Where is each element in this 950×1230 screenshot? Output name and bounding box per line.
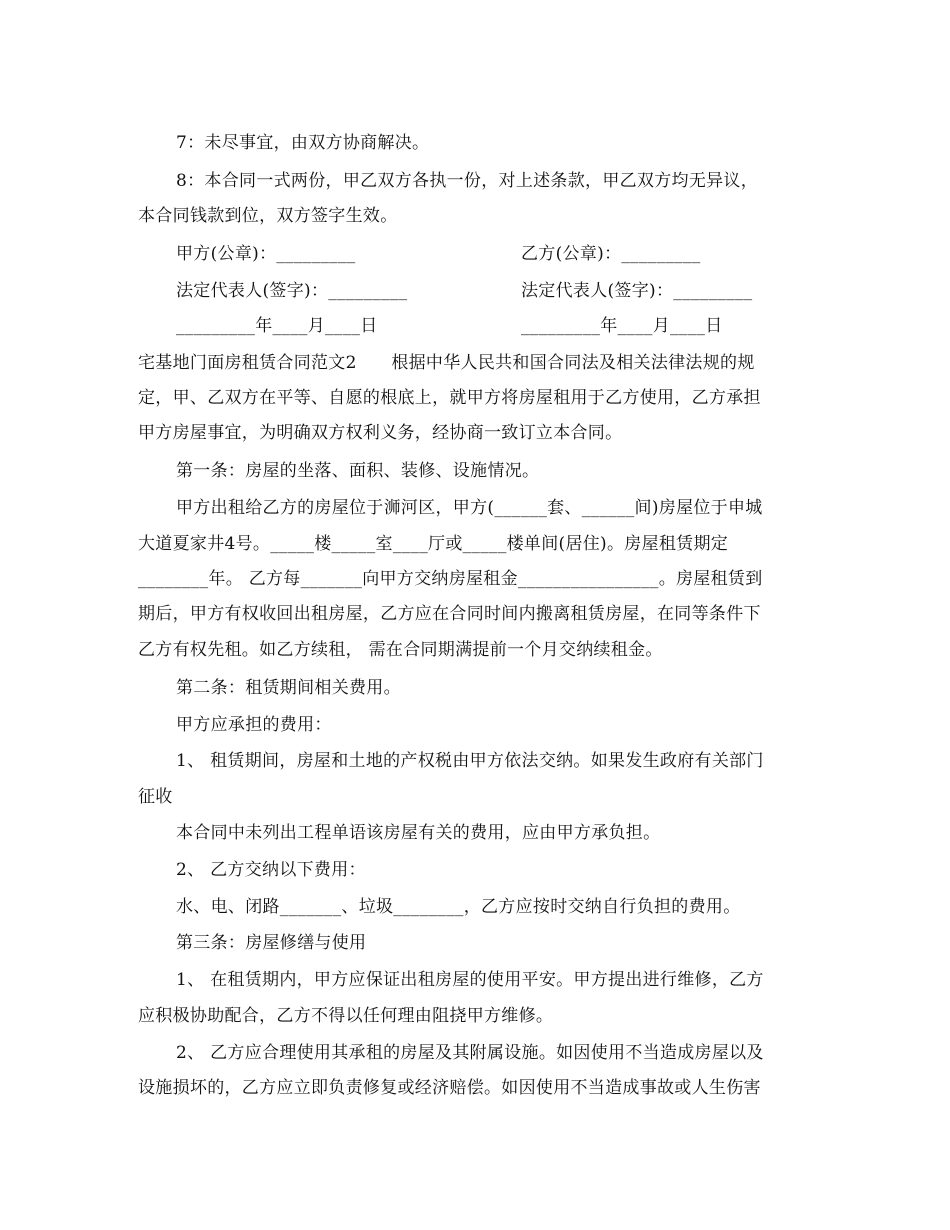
article-1-heading: 第一条：房屋的坐落、面积、装修、设施情况。 [176, 461, 540, 481]
clause-7: 7：未尽事宜，由双方协商解决。 [176, 133, 430, 153]
party-b-date: _________年____月____日 [521, 316, 723, 336]
party-a-date: _________年____月____日 [176, 316, 378, 336]
party-a-seal: 甲方(公章)：_________ [176, 244, 356, 264]
clause-8: 8：本合同一式两份，甲乙双方各执一份，对上述条款，甲乙双方均无异议， [176, 171, 759, 191]
party-b-seal: 乙方(公章)：_________ [521, 244, 701, 264]
paragraph-line: 2、 乙方交纳以下费用： [176, 860, 366, 880]
paragraph-line: 应积极协助配合，乙方不得以任何理由阻挠甲方维修。 [138, 1006, 554, 1026]
paragraph-line: ________年。 乙方每_______向甲方交纳房屋租金________________。房屋租赁到 [138, 569, 763, 589]
paragraph-line: 水、电、闭路_______、垃圾________，乙方应按时交纳自行负担的费用。 [176, 897, 741, 917]
paragraph-line: 2、 乙方应合理使用其承租的房屋及其附属设施。如因使用不当造成房屋以及 [176, 1043, 764, 1063]
article-2-heading: 第二条：租赁期间相关费用。 [176, 678, 401, 698]
party-a-representative: 法定代表人(签字)：_________ [176, 281, 408, 301]
paragraph-line: 1、 租赁期间，房屋和土地的产权税由甲方依法交纳。如果发生政府有关部门 [176, 751, 764, 771]
clause-8-cont: 本合同钱款到位，双方签字生效。 [138, 206, 398, 226]
section-title-paragraph: 宅基地门面房租赁合同范文2 根据中华人民共和国合同法及相关法律法规的规 [138, 353, 755, 373]
paragraph-line: 征收 [138, 787, 173, 807]
paragraph-line: 甲方应承担的费用： [176, 715, 332, 735]
paragraph-line: 大道夏家井4号。_____楼_____室____厅或_____楼单间(居住)。房屋租赁期定 [138, 534, 729, 554]
paragraph-line: 甲方出租给乙方的房屋位于浉河区，甲方(______套、______间)房屋位于申城 [176, 498, 763, 518]
paragraph-line: 1、 在租赁期内，甲方应保证出租房屋的使用平安。甲方提出进行维修，乙方 [176, 970, 764, 990]
paragraph-line: 设施损坏的，乙方应立即负责修复或经济赔偿。如因使用不当造成事故或人生伤害 [138, 1078, 761, 1098]
paragraph-line: 乙方有权先租。如乙方续租， 需在合同期满提前一个月交纳续租金。 [138, 640, 663, 660]
paragraph-line: 期后，甲方有权收回出租房屋，乙方应在合同时间内搬离租赁房屋，在同等条件下 [138, 604, 761, 624]
paragraph-line: 定，甲、乙双方在平等、自愿的根底上，就甲方将房屋租用于乙方使用，乙方承担 [138, 388, 761, 408]
party-b-representative: 法定代表人(签字)：_________ [521, 281, 753, 301]
paragraph-line: 本合同中未列出工程单语该房屋有关的费用，应由甲方承负担。 [176, 823, 661, 843]
paragraph-line: 甲方房屋事宜，为明确双方权利义务，经协商一致订立本合同。 [138, 423, 623, 443]
article-3-heading: 第三条：房屋修缮与使用 [176, 933, 367, 953]
